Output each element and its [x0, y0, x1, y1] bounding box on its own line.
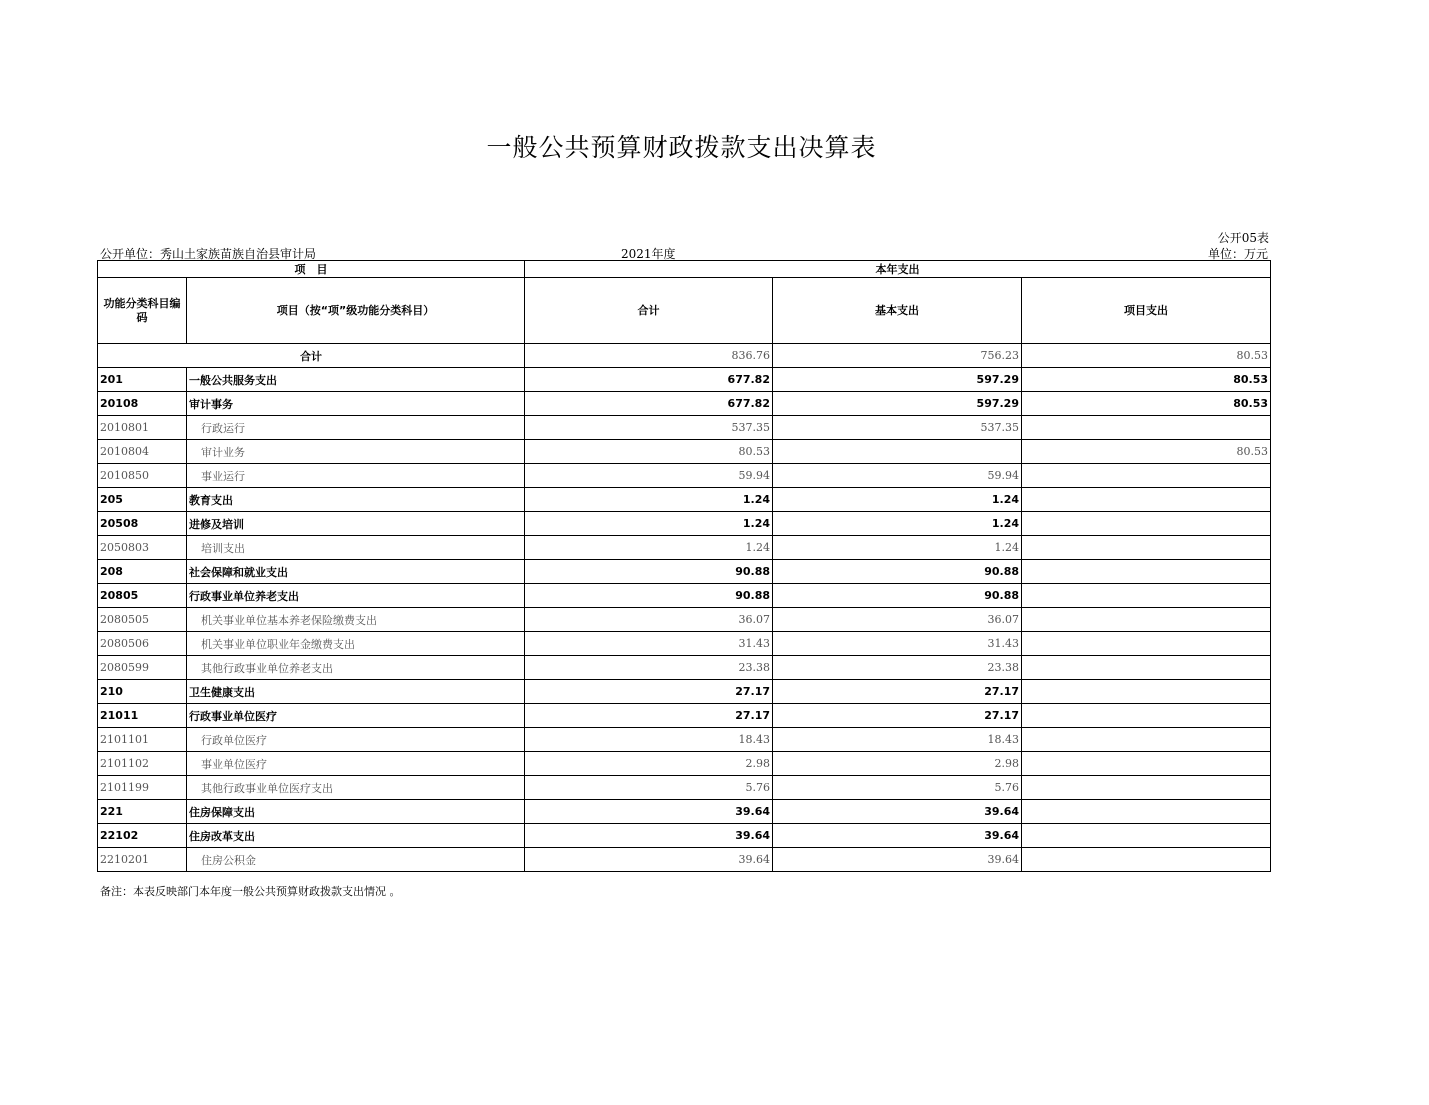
row-project	[1022, 512, 1271, 536]
row-total: 31.43	[525, 632, 773, 656]
row-code: 2010804	[98, 440, 187, 464]
total-project: 80.53	[1022, 344, 1271, 368]
row-total: 5.76	[525, 776, 773, 800]
table-row	[98, 368, 1271, 392]
row-basic: 597.29	[773, 392, 1022, 416]
total-amount: 836.76	[525, 344, 773, 368]
row-name: 一般公共服务支出	[187, 368, 525, 392]
row-total: 27.17	[525, 704, 773, 728]
row-name: 其他行政事业单位医疗支出	[187, 776, 525, 800]
meta-row	[100, 245, 1268, 261]
row-name: 社会保障和就业支出	[187, 560, 525, 584]
row-project: 80.53	[1022, 440, 1271, 464]
row-code: 20508	[98, 512, 187, 536]
header-project: 项目支出	[1022, 278, 1271, 344]
row-name: 其他行政事业单位养老支出	[187, 656, 525, 680]
row-basic: 1.24	[773, 536, 1022, 560]
row-code: 2010850	[98, 464, 187, 488]
row-name: 培训支出	[187, 536, 525, 560]
table-row	[98, 392, 1271, 416]
table-row	[98, 632, 1271, 656]
row-code: 2080505	[98, 608, 187, 632]
row-basic: 597.29	[773, 368, 1022, 392]
row-total: 677.82	[525, 368, 773, 392]
total-row	[98, 344, 1271, 368]
total-label: 合计	[98, 344, 525, 368]
row-project	[1022, 800, 1271, 824]
row-project	[1022, 632, 1271, 656]
header-current-year: 本年支出	[525, 261, 1271, 278]
row-total: 39.64	[525, 824, 773, 848]
table-row	[98, 728, 1271, 752]
row-code: 2101199	[98, 776, 187, 800]
table-row	[98, 560, 1271, 584]
row-project	[1022, 680, 1271, 704]
row-project: 80.53	[1022, 368, 1271, 392]
row-name: 行政运行	[187, 416, 525, 440]
row-code: 2210201	[98, 848, 187, 872]
row-basic: 1.24	[773, 488, 1022, 512]
publishing-unit: 公开单位：秀山土家族苗族自治县审计局	[100, 247, 317, 261]
row-total: 39.64	[525, 848, 773, 872]
row-code: 20108	[98, 392, 187, 416]
form-number: 公开05表	[1217, 231, 1269, 245]
table-row	[98, 440, 1271, 464]
row-basic: 2.98	[773, 752, 1022, 776]
row-project	[1022, 704, 1271, 728]
row-project	[1022, 416, 1271, 440]
row-total: 1.24	[525, 512, 773, 536]
row-basic: 39.64	[773, 824, 1022, 848]
table-row	[98, 464, 1271, 488]
row-name: 机关事业单位基本养老保险缴费支出	[187, 608, 525, 632]
row-name: 行政单位医疗	[187, 728, 525, 752]
row-basic: 31.43	[773, 632, 1022, 656]
row-code: 22102	[98, 824, 187, 848]
row-basic: 90.88	[773, 584, 1022, 608]
row-total: 90.88	[525, 584, 773, 608]
row-total: 23.38	[525, 656, 773, 680]
row-name: 住房改革支出	[187, 824, 525, 848]
row-name: 住房保障支出	[187, 800, 525, 824]
header-row-2	[98, 278, 1271, 344]
row-basic: 18.43	[773, 728, 1022, 752]
table-row	[98, 752, 1271, 776]
row-basic: 537.35	[773, 416, 1022, 440]
table-row	[98, 680, 1271, 704]
row-code: 2101101	[98, 728, 187, 752]
row-basic: 27.17	[773, 704, 1022, 728]
row-code: 210	[98, 680, 187, 704]
row-code: 205	[98, 488, 187, 512]
row-code: 2080599	[98, 656, 187, 680]
row-basic: 39.64	[773, 800, 1022, 824]
row-basic: 27.17	[773, 680, 1022, 704]
table-row	[98, 584, 1271, 608]
row-total: 36.07	[525, 608, 773, 632]
budget-table	[97, 260, 1271, 872]
row-total: 537.35	[525, 416, 773, 440]
row-name: 行政事业单位养老支出	[187, 584, 525, 608]
table-row	[98, 824, 1271, 848]
row-basic: 23.38	[773, 656, 1022, 680]
row-name: 审计事务	[187, 392, 525, 416]
header-total: 合计	[525, 278, 773, 344]
row-name: 审计业务	[187, 440, 525, 464]
row-project	[1022, 848, 1271, 872]
row-code: 221	[98, 800, 187, 824]
total-basic: 756.23	[773, 344, 1022, 368]
row-project	[1022, 656, 1271, 680]
header-code: 功能分类科目编码	[98, 278, 187, 344]
row-total: 39.64	[525, 800, 773, 824]
row-project	[1022, 464, 1271, 488]
row-project	[1022, 536, 1271, 560]
row-code: 208	[98, 560, 187, 584]
row-total: 80.53	[525, 440, 773, 464]
page-title: 一般公共预算财政拨款支出决算表	[486, 133, 877, 162]
header-item: 项 目	[98, 261, 525, 278]
table-row	[98, 800, 1271, 824]
row-total: 2.98	[525, 752, 773, 776]
row-name: 进修及培训	[187, 512, 525, 536]
row-total: 677.82	[525, 392, 773, 416]
row-basic: 36.07	[773, 608, 1022, 632]
row-total: 59.94	[525, 464, 773, 488]
row-name: 事业运行	[187, 464, 525, 488]
row-code: 2010801	[98, 416, 187, 440]
row-project	[1022, 584, 1271, 608]
row-name: 行政事业单位医疗	[187, 704, 525, 728]
row-code: 2050803	[98, 536, 187, 560]
row-name: 事业单位医疗	[187, 752, 525, 776]
row-total: 1.24	[525, 488, 773, 512]
table-row	[98, 512, 1271, 536]
table-row	[98, 608, 1271, 632]
table-row	[98, 776, 1271, 800]
row-total: 1.24	[525, 536, 773, 560]
row-basic: 90.88	[773, 560, 1022, 584]
header-basic: 基本支出	[773, 278, 1022, 344]
row-code: 2101102	[98, 752, 187, 776]
table-row	[98, 656, 1271, 680]
row-code: 21011	[98, 704, 187, 728]
table-row	[98, 848, 1271, 872]
fiscal-year: 2021年度	[621, 247, 676, 261]
row-project	[1022, 728, 1271, 752]
row-basic	[773, 440, 1022, 464]
row-total: 18.43	[525, 728, 773, 752]
row-project	[1022, 608, 1271, 632]
row-total: 90.88	[525, 560, 773, 584]
row-basic: 1.24	[773, 512, 1022, 536]
row-name: 机关事业单位职业年金缴费支出	[187, 632, 525, 656]
row-basic: 5.76	[773, 776, 1022, 800]
row-project	[1022, 560, 1271, 584]
table-row	[98, 488, 1271, 512]
header-row-1	[98, 261, 1271, 278]
row-project	[1022, 752, 1271, 776]
footnote: 备注：本表反映部门本年度一般公共预算财政拨款支出情况 。	[100, 885, 401, 898]
row-name: 教育支出	[187, 488, 525, 512]
table-row	[98, 704, 1271, 728]
row-name: 卫生健康支出	[187, 680, 525, 704]
row-project	[1022, 824, 1271, 848]
table-row	[98, 416, 1271, 440]
table-row	[98, 536, 1271, 560]
row-basic: 59.94	[773, 464, 1022, 488]
row-code: 2080506	[98, 632, 187, 656]
money-unit: 单位：万元	[1207, 247, 1268, 261]
row-code: 20805	[98, 584, 187, 608]
row-basic: 39.64	[773, 848, 1022, 872]
row-code: 201	[98, 368, 187, 392]
row-total: 27.17	[525, 680, 773, 704]
row-name: 住房公积金	[187, 848, 525, 872]
row-project: 80.53	[1022, 392, 1271, 416]
row-project	[1022, 488, 1271, 512]
header-name: 项目（按“项”级功能分类科目）	[187, 278, 525, 344]
row-project	[1022, 776, 1271, 800]
